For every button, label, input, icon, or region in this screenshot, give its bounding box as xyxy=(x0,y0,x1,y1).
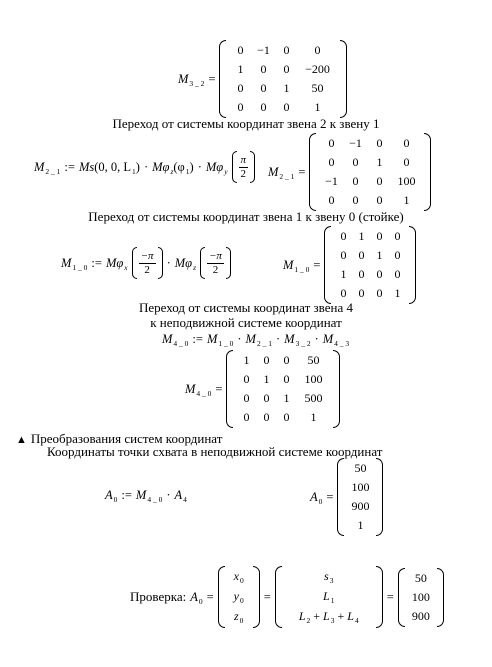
matrix-cell: 1 xyxy=(243,353,250,367)
matrix-cell: 0 xyxy=(340,248,347,262)
matrix-cell: 0 xyxy=(237,81,244,95)
matrix-cell: 1 xyxy=(237,62,244,76)
matrix-cell: 0 xyxy=(283,353,290,367)
matrix-cell: 0 xyxy=(283,410,290,424)
matrix-cell: 0 xyxy=(340,286,347,300)
matrix-cell: 0 xyxy=(263,391,270,405)
matrix-cell: 0 xyxy=(283,43,290,57)
matrix-cell: 1 xyxy=(283,391,290,405)
matrix-cell: 0 xyxy=(376,174,383,188)
matrix-cell: 900 xyxy=(351,499,370,513)
coords-heading: Координаты точки схвата в неподвижной системе координат xyxy=(47,444,383,459)
matrix-cell: 100 xyxy=(304,372,323,386)
matrix-cell: 50 xyxy=(311,81,324,95)
matrix-cell: 100 xyxy=(411,589,430,604)
matrix-cell: 0 xyxy=(358,267,365,281)
matrix-cell: 100 xyxy=(351,480,370,494)
matrix-cell: 0 xyxy=(260,62,267,76)
matrix-cell: −1 xyxy=(349,136,362,150)
matrix-cell: $y_0$ xyxy=(233,589,244,605)
matrix-cell: 50 xyxy=(354,461,367,475)
matrix-cell: 0 xyxy=(237,43,244,57)
m21-matrix xyxy=(309,133,431,211)
matrix-cell: 0 xyxy=(403,155,410,169)
heading-link2-to-link1: Переход от системы координат звена 2 к звену 1 xyxy=(112,116,380,131)
matrix-cell: 0 xyxy=(314,43,321,57)
matrix-cell: 0 xyxy=(376,286,383,300)
matrix-cell: 50 xyxy=(414,570,427,585)
matrix-cell: 50 xyxy=(307,353,320,367)
matrix-cell: 0 xyxy=(283,100,290,114)
matrix-cell: 0 xyxy=(352,155,359,169)
matrix-cell: 1 xyxy=(358,229,365,243)
heading-link4-line1: Переход от системы координат звена 4 xyxy=(139,300,353,315)
section-title: Преобразования систем координат xyxy=(30,431,223,446)
matrix-cell: 0 xyxy=(376,136,383,150)
collapse-triangle-icon[interactable]: ▲ xyxy=(16,434,27,446)
matrix-cell: 0 xyxy=(394,248,401,262)
matrix-cell: $z_0$ xyxy=(233,609,244,625)
matrix-cell: 1 xyxy=(340,267,347,281)
check-value-vector xyxy=(398,568,444,627)
matrix-cell: 0 xyxy=(243,372,250,386)
matrix-cell: 0 xyxy=(394,267,401,281)
matrix-cell: 0 xyxy=(376,193,383,207)
check-label: Проверка: xyxy=(130,589,187,604)
matrix-cell: 0 xyxy=(340,229,347,243)
matrix-cell: 0 xyxy=(376,267,383,281)
matrix-cell: 1 xyxy=(263,372,270,386)
m40-equation: $M_{4 \_ 0}$ = 1 0 0 50 0 1 0 100 0 0 1 500 0 0 0 1 xyxy=(185,350,340,428)
matrix-cell: 0 xyxy=(283,372,290,386)
matrix-cell: 0 xyxy=(263,353,270,367)
matrix-cell: 0 xyxy=(403,136,410,150)
matrix-cell: 0 xyxy=(328,193,335,207)
matrix-cell: 500 xyxy=(304,391,323,405)
matrix-cell: 0 xyxy=(237,100,244,114)
m10-definition: $M_{1 \_ 0}$ := $M\varphi_x$ $\frac{-\pi}{2}$ · $M\varphi_z$ $\frac{-\pi}{2}$ xyxy=(61,247,231,279)
matrix-cell: 0 xyxy=(283,62,290,76)
matrix-cell: 0 xyxy=(376,229,383,243)
m40-definition: $M_{4 \_ 0}$ := $M_{1 \_ 0}$ · $M_{2 \_ 1}$ · $M_{3 \_ 2}$ · $M_{4 \_ 3}$ xyxy=(162,332,350,348)
matrix-cell: $x_0$ xyxy=(233,569,244,585)
matrix-cell: 100 xyxy=(397,174,416,188)
matrix-cell: 1 xyxy=(376,248,383,262)
m40-matrix xyxy=(226,350,340,428)
matrix-cell: 0 xyxy=(358,248,365,262)
matrix-cell: 0 xyxy=(352,174,359,188)
matrix-cell: −1 xyxy=(257,43,270,57)
check-expr-vector: $s_3$ $L_1$ $L_2 + L_3 + L_4$ xyxy=(275,566,383,628)
matrix-cell: 0 xyxy=(243,410,250,424)
heading-link4-line2: к неподвижной системе координат xyxy=(150,315,342,330)
check-equation: Проверка: $A_0$ = $x_0$ $y_0$ $z_0$ = $s_3$ $L_1$ $L_2 + L_3 + L_4$ = 50 100 900 xyxy=(130,566,444,628)
heading-link1-to-link0: Переход от системы координат звена 1 к звену 0 (стойке) xyxy=(88,209,404,224)
matrix-cell: 1 xyxy=(403,193,410,207)
matrix-cell: 1 xyxy=(310,410,317,424)
matrix-cell: −200 xyxy=(305,62,330,76)
matrix-cell: 1 xyxy=(376,155,383,169)
matrix-cell: 1 xyxy=(283,81,290,95)
matrix-cell: 1 xyxy=(357,518,364,532)
matrix-cell: 900 xyxy=(411,608,430,623)
m32-lhs: $M_{3 \_ 2}$ xyxy=(178,71,205,88)
a0-equation: $A_0$ = 50 100 900 1 xyxy=(310,458,383,536)
matrix-cell: 0 xyxy=(260,100,267,114)
check-symbol-vector xyxy=(218,566,260,628)
matrix-cell: 0 xyxy=(352,193,359,207)
matrix-cell: 0 xyxy=(394,229,401,243)
matrix-cell: 0 xyxy=(328,155,335,169)
matrix-cell: −1 xyxy=(325,174,338,188)
m10-matrix xyxy=(324,226,416,304)
matrix-cell: 0 xyxy=(358,286,365,300)
m21-definition: $M_{2 \_ 1}$ := Ms(0, 0, $L_1$) · $M\varphi_z(\varphi_1)$ · $M\varphi_y$ $\frac{\pi}{2}$ xyxy=(34,151,255,183)
matrix-cell: 1 xyxy=(314,100,321,114)
m32-matrix xyxy=(219,40,347,118)
matrix-cell: 0 xyxy=(243,391,250,405)
matrix-cell: 0 xyxy=(260,81,267,95)
matrix-cell: 0 xyxy=(328,136,335,150)
matrix-cell: 0 xyxy=(263,410,270,424)
m21-equation: $M_{2 \_ 1}$ = 0 −1 0 0 0 0 1 0 −1 0 0 100 0 0 0 1 xyxy=(268,133,431,211)
matrix-cell: 1 xyxy=(394,286,401,300)
a0-vector xyxy=(337,458,383,536)
m10-equation: $M_{1 \_ 0}$ = 0 1 0 0 0 0 1 0 1 0 0 0 0 0 0 1 xyxy=(283,226,416,304)
a0-definition: $A_0$ := $M_{4 \_ 0}$ · $A_4$ xyxy=(105,488,187,504)
m32-equation: $M_{3 \_ 2}$ = 0 −1 0 0 1 0 0 −200 0 0 1 50 0 0 0 1 xyxy=(178,40,347,118)
